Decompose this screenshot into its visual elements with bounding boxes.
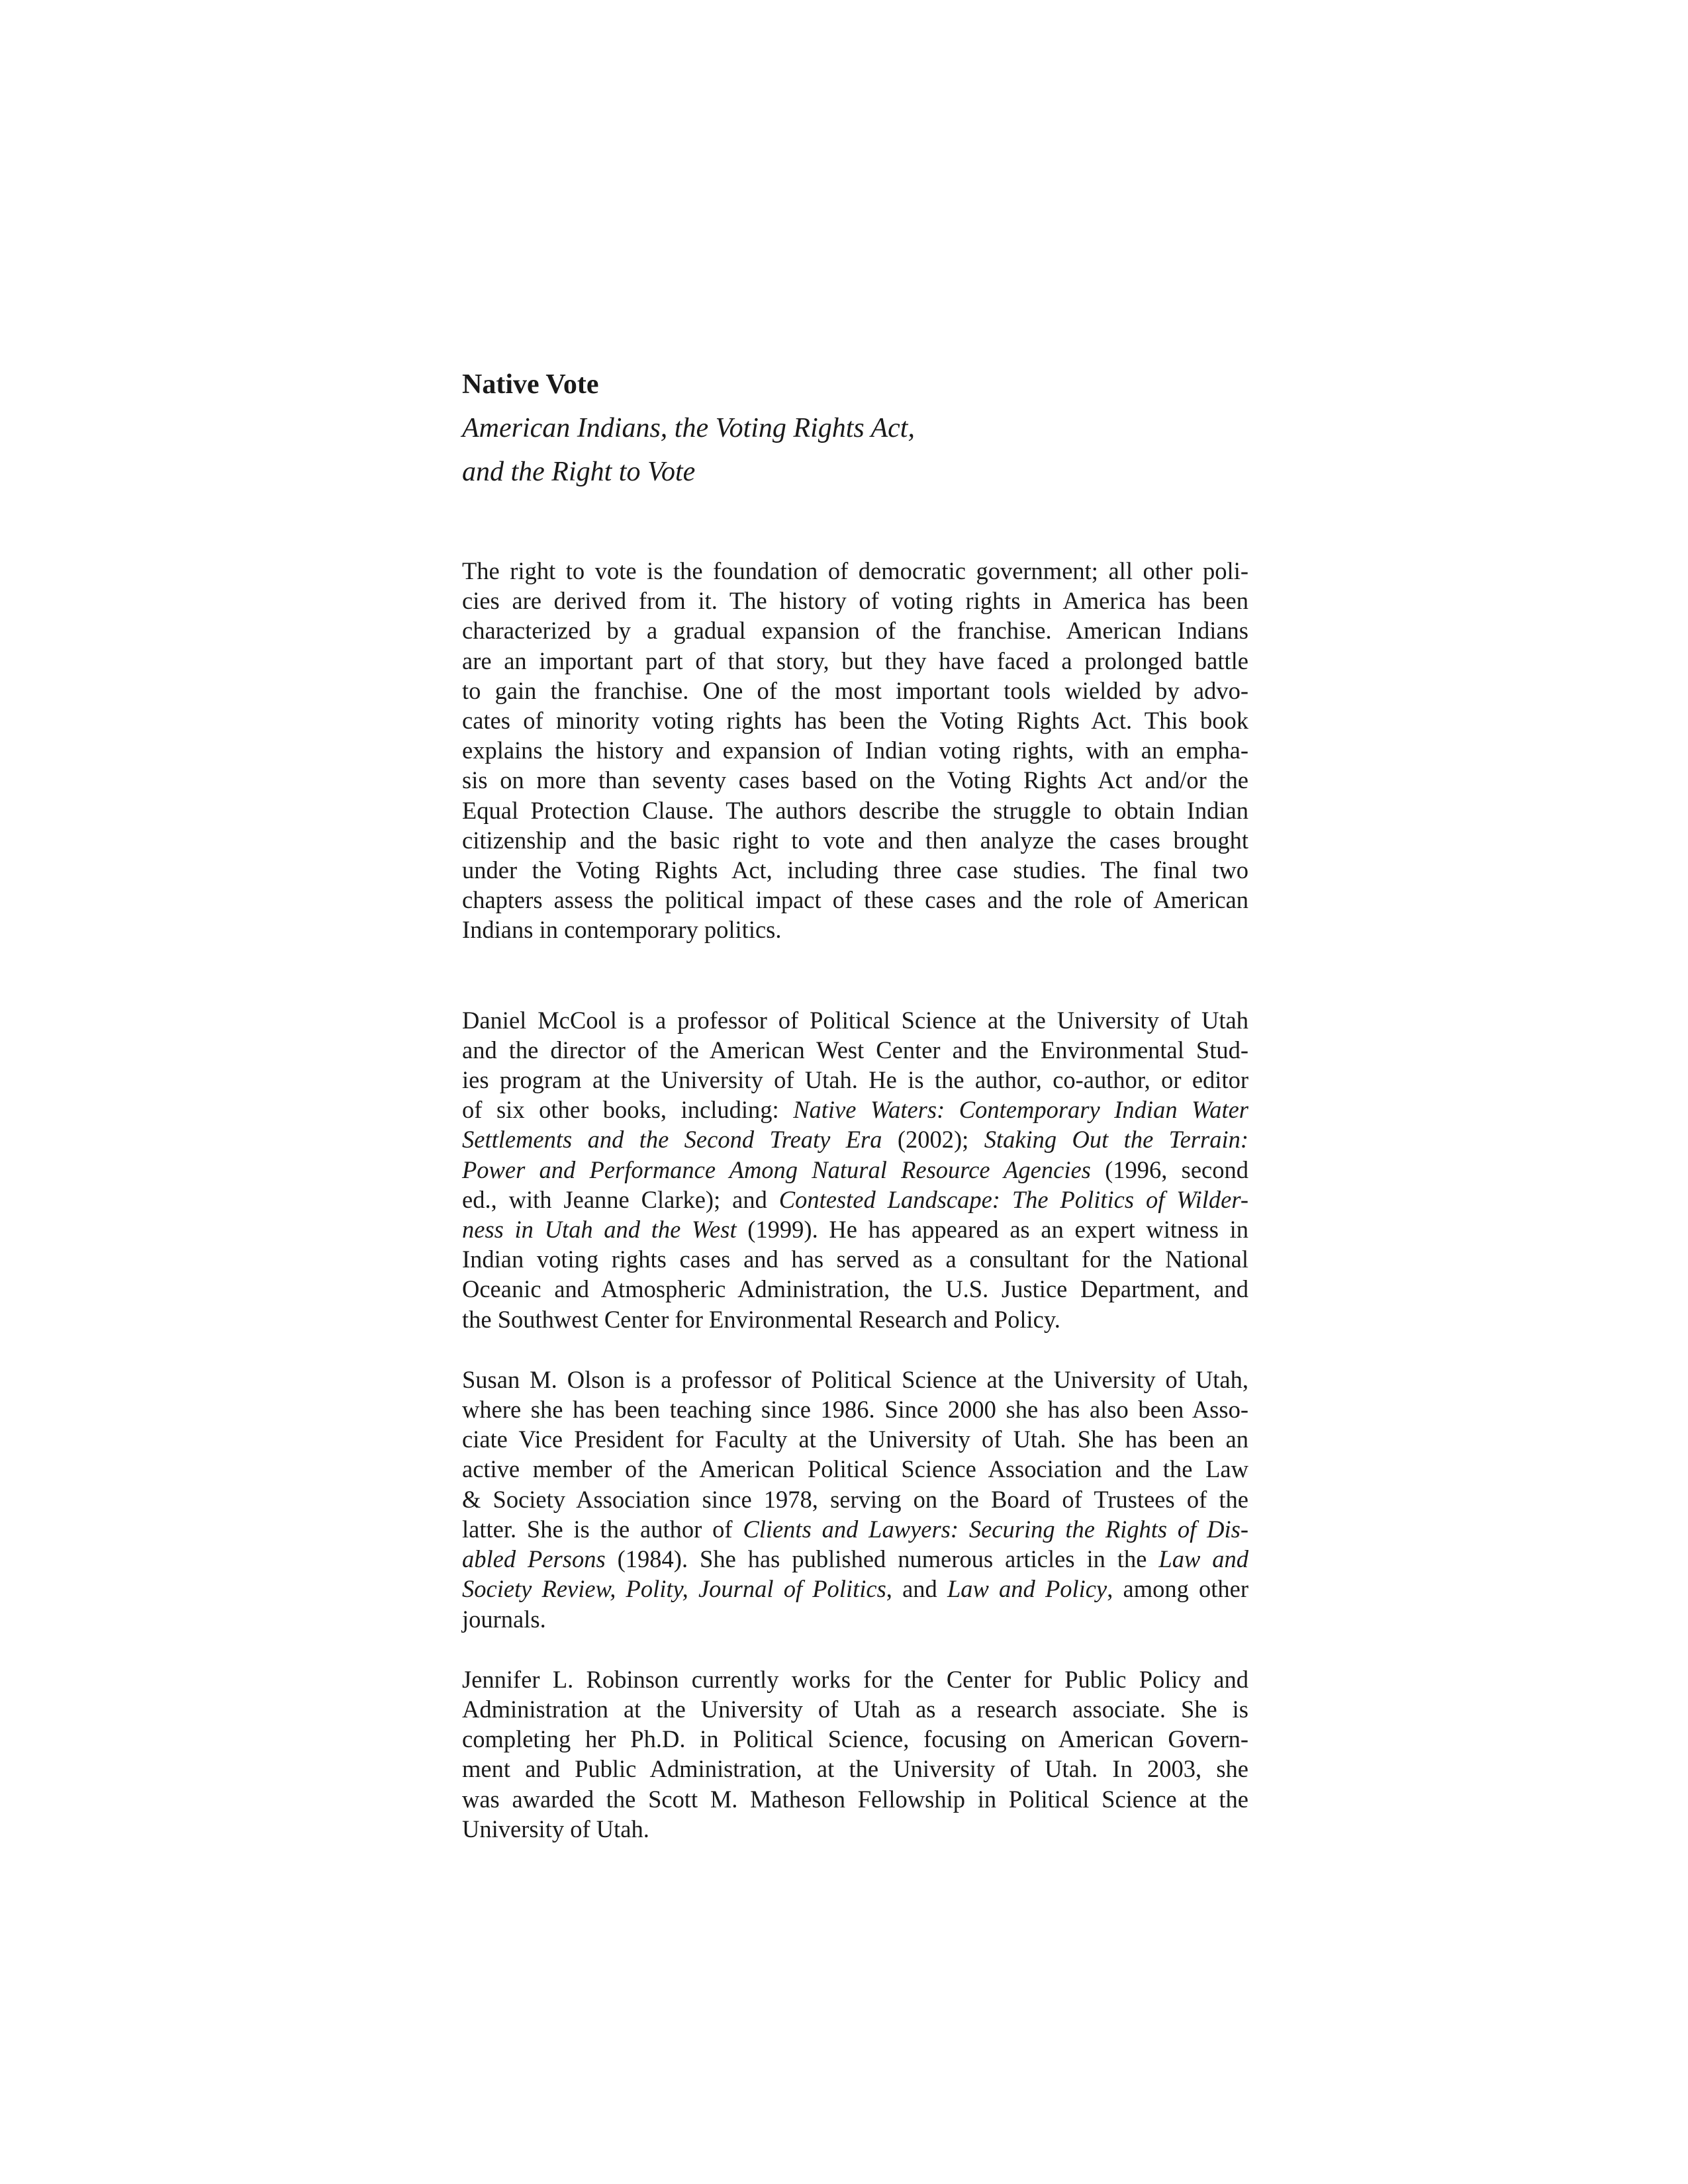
description-line: citizenship and the basic right to vote and then analyze the cases brought	[462, 826, 1248, 854]
description-line: The right to vote is the foundation of democratic government; all other poli-	[462, 557, 1248, 584]
book-citation: Power and Performance Among Natural Resource Agencies	[462, 1156, 1091, 1183]
book-citation: Native Waters: Contemporary Indian Water	[793, 1096, 1248, 1124]
book-subtitle-line-2: and the Right to Vote	[462, 457, 696, 487]
bio-line: Susan M. Olson is a professor of Political Science at the University of Utah,	[462, 1365, 1248, 1393]
bio-line: ciate Vice President for Faculty at the University of Utah. She has been an	[462, 1426, 1248, 1453]
bio-line	[462, 1185, 1248, 1214]
book-description-page	[462, 363, 1248, 1844]
bio-line: journals.	[462, 1605, 546, 1633]
description-line: sis on more than seventy cases based on the Voting Rights Act and/or the	[462, 766, 1248, 794]
bio-line	[462, 1214, 1248, 1244]
bio-line: ies program at the University of Utah. He is the author, co-author, or editor	[462, 1066, 1248, 1094]
bio-line: was awarded the Scott M. Matheson Fellowship in Political Science at the	[462, 1785, 1248, 1813]
description-line: Equal Protection Clause. The authors describe the struggle to obtain Indian	[462, 796, 1248, 824]
description-line: cates of minority voting rights has been the Voting Rights Act. This book	[462, 707, 1248, 735]
description-line: cies are derived from it. The history of voting rights in America has been	[462, 587, 1248, 615]
description-line: chapters assess the political impact of these cases and the role of American	[462, 886, 1248, 914]
journal-citation: Law and	[1158, 1545, 1249, 1573]
description-line: are an important part of that story, but they have faced a prolonged battle	[462, 647, 1248, 674]
bio-line: active member of the American Political Science Association and the Law	[462, 1455, 1248, 1483]
bio-line: the Southwest Center for Environmental Research and Policy.	[462, 1305, 1060, 1333]
bio-text: (2002);	[882, 1126, 984, 1154]
bio-line: Daniel McCool is a professor of Political Science at the University of Utah	[462, 1006, 1248, 1034]
bio-line: completing her Ph.D. in Political Science, focusing on American Govern-	[462, 1725, 1248, 1753]
bio-line: & Society Association since 1978, serving on the Board of Trustees of the	[462, 1485, 1248, 1513]
bio-text: , and	[886, 1575, 947, 1603]
bio-line: ment and Public Administration, at the University of Utah. In 2003, she	[462, 1755, 1248, 1783]
bio-line: and the director of the American West Center and the Environmental Stud-	[462, 1036, 1248, 1064]
book-citation: Contested Landscape: The Politics of Wilder-	[778, 1185, 1249, 1213]
book-subtitle-line-1: American Indians, the Voting Rights Act,	[462, 413, 915, 443]
author-bio-mccool	[462, 1005, 1248, 1334]
book-citation: Settlements and the Second Treaty Era	[462, 1126, 882, 1154]
bio-line: where she has been teaching since 1986. Since 2000 she has also been Asso-	[462, 1396, 1248, 1424]
description-line: under the Voting Rights Act, including three case studies. The final two	[462, 856, 1248, 884]
book-description	[462, 556, 1248, 945]
bio-line: University of Utah.	[462, 1815, 649, 1843]
author-bio-olson	[462, 1365, 1248, 1634]
author-bio-robinson	[462, 1664, 1248, 1844]
description-line: to gain the franchise. One of the most important tools wielded by advo-	[462, 676, 1248, 704]
description-line: characterized by a gradual expansion of the franchise. American Indians	[462, 617, 1248, 645]
bio-text: of six other books, including:	[462, 1096, 794, 1124]
description-line: explains the history and expansion of Indian voting rights, with an empha-	[462, 737, 1248, 764]
description-line: Indians in contemporary politics.	[462, 916, 782, 944]
book-citation: Staking Out the Terrain:	[984, 1126, 1248, 1154]
bio-line	[462, 1574, 1248, 1604]
bio-line	[462, 1095, 1248, 1124]
bio-line	[462, 1544, 1248, 1574]
bio-text: latter. She is the author of	[462, 1515, 743, 1543]
bio-line: Indian voting rights cases and has served as a consultant for the National	[462, 1246, 1248, 1273]
book-citation: ness in Utah and the West	[462, 1216, 737, 1244]
bio-line: Jennifer L. Robinson currently works for the Center for Public Policy and	[462, 1665, 1248, 1693]
book-citation: Clients and Lawyers: Securing the Rights of Dis-	[743, 1515, 1248, 1543]
bio-line	[462, 1514, 1248, 1544]
bio-line	[462, 1124, 1248, 1154]
bio-text: (1984). She has published numerous articles in the	[605, 1545, 1159, 1573]
journal-citation: Law and Policy	[947, 1575, 1107, 1603]
bio-text: , among other	[1107, 1575, 1249, 1603]
bio-text: (1996, second	[1090, 1156, 1248, 1183]
bio-line: Administration at the University of Utah as a research associate. She is	[462, 1695, 1248, 1723]
bio-line: Oceanic and Atmospheric Administration, the U.S. Justice Department, and	[462, 1275, 1248, 1303]
book-title: Native Vote	[462, 369, 599, 400]
bio-text: ed., with Jeanne Clarke); and	[462, 1185, 779, 1213]
bio-line	[462, 1155, 1248, 1185]
book-citation: abled Persons	[462, 1545, 606, 1573]
journal-citation: Society Review, Polity, Journal of Politics	[462, 1575, 886, 1603]
bio-text: (1999). He has appeared as an expert witness in	[736, 1216, 1248, 1244]
